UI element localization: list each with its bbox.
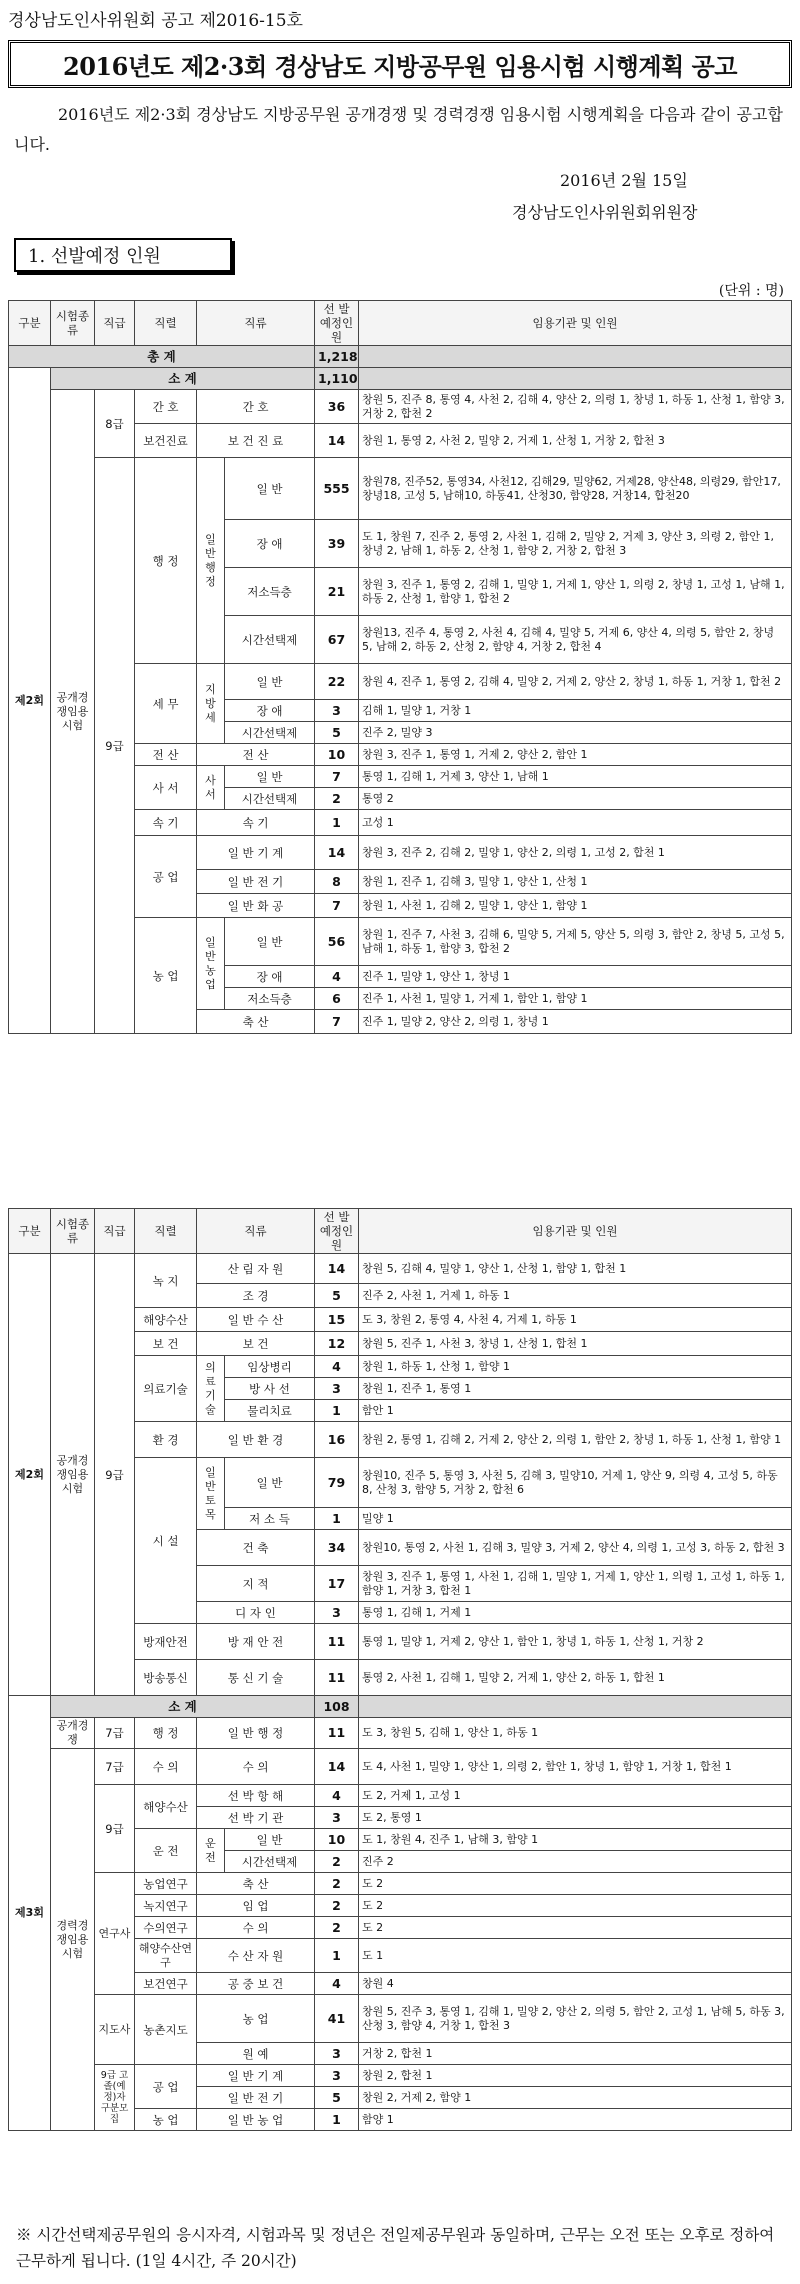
inst-cell: 통영 1, 김해 1, 거제 3, 양산 1, 남해 1	[359, 766, 792, 788]
sub-series-cell: 일반농업	[197, 918, 225, 1010]
count-cell: 41	[315, 1995, 359, 2043]
job-cell: 조 경	[197, 1284, 315, 1308]
inst-cell: 진주 1, 밀양 1, 양산 1, 창녕 1	[359, 966, 792, 988]
recruitment-table-1	[8, 300, 792, 1034]
count-cell: 10	[315, 1829, 359, 1851]
count-cell: 4	[315, 966, 359, 988]
series-cell: 전 산	[135, 744, 197, 766]
job-cell: 일 반	[225, 766, 315, 788]
series-cell: 보건진료	[135, 424, 197, 458]
issuer: 경상남도인사위원회위원장	[512, 203, 698, 222]
count-cell: 14	[315, 1254, 359, 1284]
exam-type: 경력경쟁임용시험	[51, 1749, 95, 2131]
count-cell: 34	[315, 1530, 359, 1566]
series-cell: 보건연구	[135, 1973, 197, 1995]
job-cell: 임 업	[197, 1895, 315, 1917]
table-row	[9, 1749, 792, 1785]
job-cell: 저소득층	[225, 568, 315, 616]
inst-cell: 도 2	[359, 1873, 792, 1895]
header-inst: 임용기관 및 인원	[359, 1209, 792, 1254]
grade: 7급	[95, 1749, 135, 1785]
count-cell: 15	[315, 1308, 359, 1332]
series-cell: 행 정	[135, 1718, 197, 1749]
job-cell: 일 반 농 업	[197, 2109, 315, 2131]
sub-series-cell: 사서	[197, 766, 225, 810]
round-label: 제2회	[9, 368, 51, 1034]
header-series: 직렬	[135, 301, 197, 346]
inst-cell: 창원 3, 진주 2, 김해 2, 밀양 1, 양산 2, 의령 1, 고성 2, 합천 1	[359, 836, 792, 870]
job-cell: 장 애	[225, 966, 315, 988]
round-label: 제2회	[9, 1254, 51, 1696]
job-cell: 건 축	[197, 1530, 315, 1566]
count-cell: 11	[315, 1660, 359, 1696]
header-job: 직류	[197, 301, 315, 346]
job-cell: 일 반	[225, 1458, 315, 1508]
job-cell: 축 산	[197, 1873, 315, 1895]
series-cell: 해양수산	[135, 1308, 197, 1332]
inst-cell: 도 2, 통영 1	[359, 1807, 792, 1829]
series-cell: 행 정	[135, 458, 197, 664]
count-cell: 14	[315, 836, 359, 870]
subtotal-label: 소 계	[51, 1696, 315, 1718]
inst-cell: 창원78, 진주52, 통영34, 사천12, 김해29, 밀양62, 거제28, 양산48, 의령29, 함안17, 창녕18, 고성 5, 남해10, 하동41, 산청30, 함양28, 거창14, 합천20	[359, 458, 792, 520]
series-cell: 환 경	[135, 1422, 197, 1458]
job-cell: 통 신 기 술	[197, 1660, 315, 1696]
series-cell: 농 업	[135, 918, 197, 1034]
series-cell: 세 무	[135, 664, 197, 744]
table-row	[9, 2065, 792, 2087]
inst-cell: 창원 1, 사천 1, 김해 2, 밀양 1, 양산 1, 함양 1	[359, 894, 792, 918]
job-cell: 속 기	[197, 810, 315, 836]
series-cell: 시 설	[135, 1458, 197, 1624]
recruitment-table-2	[8, 1208, 792, 2131]
inst-cell: 창원13, 진주 4, 통영 2, 사천 4, 김해 4, 밀양 5, 거제 6, 양산 4, 의령 5, 함안 2, 창녕 5, 남해 2, 하동 2, 산청 2, 함양 4, 거창 2, 합천 4	[359, 616, 792, 664]
job-cell: 시간선택제	[225, 616, 315, 664]
count-cell: 3	[315, 1807, 359, 1829]
count-cell: 7	[315, 894, 359, 918]
count-cell: 14	[315, 1749, 359, 1785]
count-cell: 2	[315, 788, 359, 810]
intro-paragraph: 2016년도 제2·3회 경상남도 지방공무원 공개경쟁 및 경력경쟁 임용시험 시행계획을 다음과 같이 공고합니다.	[14, 105, 783, 154]
inst-cell: 창원 2, 거제 2, 함양 1	[359, 2087, 792, 2109]
round-label: 제3회	[9, 1696, 51, 2131]
inst-cell: 창원10, 통영 2, 사천 1, 김해 3, 밀양 3, 거제 2, 양산 4, 의령 1, 고성 3, 하동 2, 합천 3	[359, 1530, 792, 1566]
count-cell: 16	[315, 1422, 359, 1458]
inst-cell: 창원 1, 진주 1, 통영 1	[359, 1378, 792, 1400]
count-cell: 2	[315, 1917, 359, 1939]
total-label: 총 계	[9, 346, 315, 368]
page-title: 2016년도 제2·3회 경상남도 지방공무원 임용시험 시행계획 공고	[8, 40, 792, 88]
series-cell: 농 업	[135, 2109, 197, 2131]
job-cell: 방 사 선	[225, 1378, 315, 1400]
sub-series-cell: 운전	[197, 1829, 225, 1873]
inst-cell: 창원 4	[359, 1973, 792, 1995]
count-cell: 1	[315, 1400, 359, 1422]
series-cell: 운 전	[135, 1829, 197, 1873]
count-cell: 14	[315, 424, 359, 458]
unit-label: (단위 : 명)	[718, 283, 784, 299]
count-cell: 4	[315, 1785, 359, 1807]
count-cell: 21	[315, 568, 359, 616]
job-cell: 산 림 자 원	[197, 1254, 315, 1284]
series-cell: 수 의	[135, 1749, 197, 1785]
table-row	[9, 1873, 792, 1895]
grade: 9급	[95, 1785, 135, 1873]
count-cell: 2	[315, 1851, 359, 1873]
inst-cell: 창원 5, 김해 4, 밀양 1, 양산 1, 산청 1, 함양 1, 합천 1	[359, 1254, 792, 1284]
inst-cell: 함양 1	[359, 2109, 792, 2131]
count-cell: 12	[315, 1332, 359, 1356]
count-cell: 5	[315, 1284, 359, 1308]
job-cell: 전 산	[197, 744, 315, 766]
section-title: 1. 선발예정 인원	[14, 238, 232, 272]
job-cell: 일 반 수 산	[197, 1308, 315, 1332]
job-cell: 농 업	[197, 1995, 315, 2043]
inst-cell: 도 1, 창원 4, 진주 1, 남해 3, 함양 1	[359, 1829, 792, 1851]
header-exam: 시험종류	[51, 1209, 95, 1254]
inst-cell: 창원10, 진주 5, 통영 3, 사천 5, 김해 3, 밀양10, 거제 1, 양산 9, 의령 4, 고성 5, 하동 8, 산청 3, 함양 5, 거창 2, 합천 6	[359, 1458, 792, 1508]
job-cell: 일 반	[225, 1829, 315, 1851]
grade: 8급	[95, 390, 135, 458]
job-cell: 보 건	[197, 1332, 315, 1356]
count-cell: 79	[315, 1458, 359, 1508]
count-cell: 6	[315, 988, 359, 1010]
count-cell: 5	[315, 722, 359, 744]
job-cell: 일 반	[225, 664, 315, 700]
job-cell: 간 호	[197, 390, 315, 424]
job-cell: 일 반 행 정	[197, 1718, 315, 1749]
inst-cell: 창원 1, 통영 2, 사천 2, 밀양 2, 거제 1, 산청 1, 거창 2, 합천 3	[359, 424, 792, 458]
inst-cell: 창원 5, 진주 1, 사천 3, 창녕 1, 산청 1, 합천 1	[359, 1332, 792, 1356]
job-cell: 일 반	[225, 918, 315, 966]
series-cell: 녹 지	[135, 1254, 197, 1308]
header-row	[9, 301, 792, 346]
count-cell: 3	[315, 1378, 359, 1400]
count-cell: 39	[315, 520, 359, 568]
series-cell: 공 업	[135, 836, 197, 918]
table-row	[9, 458, 792, 520]
series-cell: 간 호	[135, 390, 197, 424]
subtotal-value: 1,110	[315, 368, 359, 390]
job-cell: 지 적	[197, 1566, 315, 1602]
job-cell: 축 산	[197, 1010, 315, 1034]
count-cell: 67	[315, 616, 359, 664]
grade: 지도사	[95, 1995, 135, 2065]
grade: 9급	[95, 1254, 135, 1696]
series-cell: 방송통신	[135, 1660, 197, 1696]
series-cell: 수의연구	[135, 1917, 197, 1939]
job-cell: 저소득층	[225, 988, 315, 1010]
header-inst: 임용기관 및 인원	[359, 301, 792, 346]
inst-cell: 도 2	[359, 1917, 792, 1939]
sub-series-cell: 지방세	[197, 664, 225, 744]
inst-cell: 도 3, 창원 2, 통영 4, 사천 4, 거제 1, 하동 1	[359, 1308, 792, 1332]
count-cell: 7	[315, 766, 359, 788]
count-cell: 3	[315, 2065, 359, 2087]
count-cell: 1	[315, 2109, 359, 2131]
inst-cell: 창원 2, 통영 1, 김해 2, 거제 2, 양산 2, 의령 1, 함안 2, 창녕 1, 하동 1, 산청 1, 함양 1	[359, 1422, 792, 1458]
series-cell: 녹지연구	[135, 1895, 197, 1917]
header-count: 선 발 예정인원	[315, 301, 359, 346]
series-cell: 해양수산연구	[135, 1939, 197, 1973]
header-grade: 직급	[95, 1209, 135, 1254]
grade: 7급	[95, 1718, 135, 1749]
count-cell: 4	[315, 1356, 359, 1378]
inst-cell: 진주 2, 사천 1, 거제 1, 하동 1	[359, 1284, 792, 1308]
inst-cell: 도 2	[359, 1895, 792, 1917]
table-row	[9, 1785, 792, 1807]
inst-cell: 진주 1, 밀양 2, 양산 2, 의령 1, 창녕 1	[359, 1010, 792, 1034]
job-cell: 시간선택제	[225, 1851, 315, 1873]
exam-type: 공개경쟁임용시험	[51, 1254, 95, 1696]
job-cell: 임상병리	[225, 1356, 315, 1378]
sub-series-cell: 의료기술	[197, 1356, 225, 1422]
job-cell: 장 애	[225, 700, 315, 722]
exam-type: 공개경쟁	[51, 1718, 95, 1749]
count-cell: 2	[315, 1895, 359, 1917]
job-cell: 장 애	[225, 520, 315, 568]
job-cell: 수 의	[197, 1917, 315, 1939]
total-value: 1,218	[315, 346, 359, 368]
job-cell: 수 산 자 원	[197, 1939, 315, 1973]
job-cell: 선 박 항 해	[197, 1785, 315, 1807]
grade: 9급	[95, 458, 135, 1034]
count-cell: 4	[315, 1973, 359, 1995]
inst-cell: 창원 1, 진주 7, 사천 3, 김해 6, 밀양 5, 거제 5, 양산 5, 의령 3, 함안 2, 창녕 5, 고성 5, 남해 1, 하동 1, 함양 3, 합천 2	[359, 918, 792, 966]
inst-cell: 도 1	[359, 1939, 792, 1973]
table-row	[9, 390, 792, 424]
job-cell: 시간선택제	[225, 722, 315, 744]
count-cell: 11	[315, 1624, 359, 1660]
count-cell: 8	[315, 870, 359, 894]
inst-cell: 통영 1, 밀양 1, 거제 2, 양산 1, 함안 1, 창녕 1, 하동 1, 산청 1, 거창 2	[359, 1624, 792, 1660]
inst-cell: 창원 4, 진주 1, 통영 2, 김해 4, 밀양 2, 거제 2, 양산 2, 창녕 1, 하동 1, 거창 1, 합천 2	[359, 664, 792, 700]
series-cell: 농촌지도	[135, 1995, 197, 2065]
count-cell: 10	[315, 744, 359, 766]
count-cell: 555	[315, 458, 359, 520]
count-cell: 2	[315, 1873, 359, 1895]
notice-number: 경상남도인사위원회 공고 제2016-15호	[8, 11, 303, 31]
inst-cell: 창원 3, 진주 1, 통영 2, 김해 1, 밀양 1, 거제 1, 양산 1, 의령 2, 창녕 1, 고성 1, 남해 1, 하동 2, 산청 1, 함양 1, 합천 2	[359, 568, 792, 616]
subtotal-value: 108	[315, 1696, 359, 1718]
count-cell: 1	[315, 1508, 359, 1530]
exam-type: 공개경쟁임용시험	[51, 390, 95, 1034]
count-cell: 36	[315, 390, 359, 424]
inst-cell: 진주 2	[359, 1851, 792, 1873]
count-cell: 17	[315, 1566, 359, 1602]
job-cell: 일 반 화 공	[197, 894, 315, 918]
header-grade: 직급	[95, 301, 135, 346]
sub-series-cell: 일반토목	[197, 1458, 225, 1530]
inst-cell: 김해 1, 밀양 1, 거창 1	[359, 700, 792, 722]
inst-cell: 창원 1, 진주 1, 김해 3, 밀양 1, 양산 1, 산청 1	[359, 870, 792, 894]
inst-cell: 도 3, 창원 5, 김해 1, 양산 1, 하동 1	[359, 1718, 792, 1749]
job-cell: 보 건 진 료	[197, 424, 315, 458]
inst-cell: 창원 1, 하동 1, 산청 1, 함양 1	[359, 1356, 792, 1378]
job-cell: 디 자 인	[197, 1602, 315, 1624]
notice-date: 2016년 2월 15일	[560, 171, 688, 190]
inst-cell: 창원 3, 진주 1, 통영 1, 사천 1, 김해 1, 밀양 1, 거제 1, 양산 1, 의령 1, 고성 1, 하동 1, 함양 1, 거창 3, 합천 1	[359, 1566, 792, 1602]
header-round: 구분	[9, 301, 51, 346]
header-count: 선 발 예정인원	[315, 1209, 359, 1254]
inst-cell: 거창 2, 합천 1	[359, 2043, 792, 2065]
table-row	[9, 1995, 792, 2043]
count-cell: 3	[315, 1602, 359, 1624]
inst-cell: 창원 3, 진주 1, 통영 1, 거제 2, 양산 2, 함안 1	[359, 744, 792, 766]
inst-cell: 통영 2, 사천 1, 김해 1, 밀양 2, 거제 1, 양산 2, 하동 1, 합천 1	[359, 1660, 792, 1696]
series-cell: 공 업	[135, 2065, 197, 2109]
sub-series-cell: 일반행정	[197, 458, 225, 664]
table-row	[9, 1254, 792, 1284]
header-exam: 시험종류	[51, 301, 95, 346]
inst-cell: 고성 1	[359, 810, 792, 836]
inst-cell: 통영 1, 김해 1, 거제 1	[359, 1602, 792, 1624]
job-cell: 저 소 득	[225, 1508, 315, 1530]
count-cell: 11	[315, 1718, 359, 1749]
header-round: 구분	[9, 1209, 51, 1254]
footnote: ※ 시간선택제공무원의 응시자격, 시험과목 및 정년은 전일제공무원과 동일하며, 근무는 오전 또는 오후로 정하여 근무하게 됩니다. (1일 4시간, 주 20시간)	[16, 2226, 775, 2270]
job-cell: 선 박 기 관	[197, 1807, 315, 1829]
job-cell: 일 반	[225, 458, 315, 520]
count-cell: 1	[315, 1939, 359, 1973]
inst-cell: 도 2, 거제 1, 고성 1	[359, 1785, 792, 1807]
series-cell: 속 기	[135, 810, 197, 836]
inst-cell: 창원 5, 진주 3, 통영 1, 김해 1, 밀양 2, 양산 2, 의령 5, 함안 2, 고성 1, 남해 5, 하동 3, 산청 3, 함양 4, 거창 1, 합천 3	[359, 1995, 792, 2043]
job-cell: 방 재 안 전	[197, 1624, 315, 1660]
job-cell: 수 의	[197, 1749, 315, 1785]
count-cell: 5	[315, 2087, 359, 2109]
job-cell: 원 예	[197, 2043, 315, 2065]
count-cell: 3	[315, 700, 359, 722]
inst-cell: 진주 2, 밀양 3	[359, 722, 792, 744]
grade: 연구사	[95, 1873, 135, 1995]
series-cell: 농업연구	[135, 1873, 197, 1895]
count-cell: 1	[315, 810, 359, 836]
inst-cell: 창원 5, 진주 8, 통영 4, 사천 2, 김해 4, 양산 2, 의령 1, 창녕 1, 하동 1, 산청 1, 함양 3, 거창 2, 합천 2	[359, 390, 792, 424]
count-cell: 3	[315, 2043, 359, 2065]
table-row	[9, 1718, 792, 1749]
total-row	[9, 346, 792, 368]
job-cell: 일 반 전 기	[197, 870, 315, 894]
grade: 9급 고졸(예정)자 구분모집	[95, 2065, 135, 2131]
inst-cell: 도 1, 창원 7, 진주 2, 통영 2, 사천 1, 김해 2, 밀양 2, 거제 3, 양산 3, 의령 2, 함안 1, 창녕 2, 남해 1, 하동 2, 산청 1, 함양 2, 거창 2, 합천 3	[359, 520, 792, 568]
job-cell: 시간선택제	[225, 788, 315, 810]
job-cell: 일 반 환 경	[197, 1422, 315, 1458]
job-cell: 일 반 기 계	[197, 836, 315, 870]
inst-cell: 통영 2	[359, 788, 792, 810]
series-cell: 의료기술	[135, 1356, 197, 1422]
header-row	[9, 1209, 792, 1254]
count-cell: 22	[315, 664, 359, 700]
job-cell: 일 반 전 기	[197, 2087, 315, 2109]
inst-cell: 밀양 1	[359, 1508, 792, 1530]
series-cell: 사 서	[135, 766, 197, 810]
inst-cell: 진주 1, 사천 1, 밀양 1, 거제 1, 함안 1, 함양 1	[359, 988, 792, 1010]
job-cell: 일 반 기 계	[197, 2065, 315, 2087]
inst-cell: 함안 1	[359, 1400, 792, 1422]
inst-cell: 도 4, 사천 1, 밀양 1, 양산 1, 의령 2, 함안 1, 창녕 1, 함양 1, 거창 1, 합천 1	[359, 1749, 792, 1785]
series-cell: 방재안전	[135, 1624, 197, 1660]
series-cell: 해양수산	[135, 1785, 197, 1829]
header-series: 직렬	[135, 1209, 197, 1254]
header-job: 직류	[197, 1209, 315, 1254]
inst-cell: 창원 2, 합천 1	[359, 2065, 792, 2087]
count-cell: 56	[315, 918, 359, 966]
subtotal-label: 소 계	[51, 368, 315, 390]
subtotal-row	[9, 1696, 792, 1718]
job-cell: 공 중 보 건	[197, 1973, 315, 1995]
subtotal-row	[9, 368, 792, 390]
count-cell: 7	[315, 1010, 359, 1034]
series-cell: 보 건	[135, 1332, 197, 1356]
job-cell: 물리치료	[225, 1400, 315, 1422]
